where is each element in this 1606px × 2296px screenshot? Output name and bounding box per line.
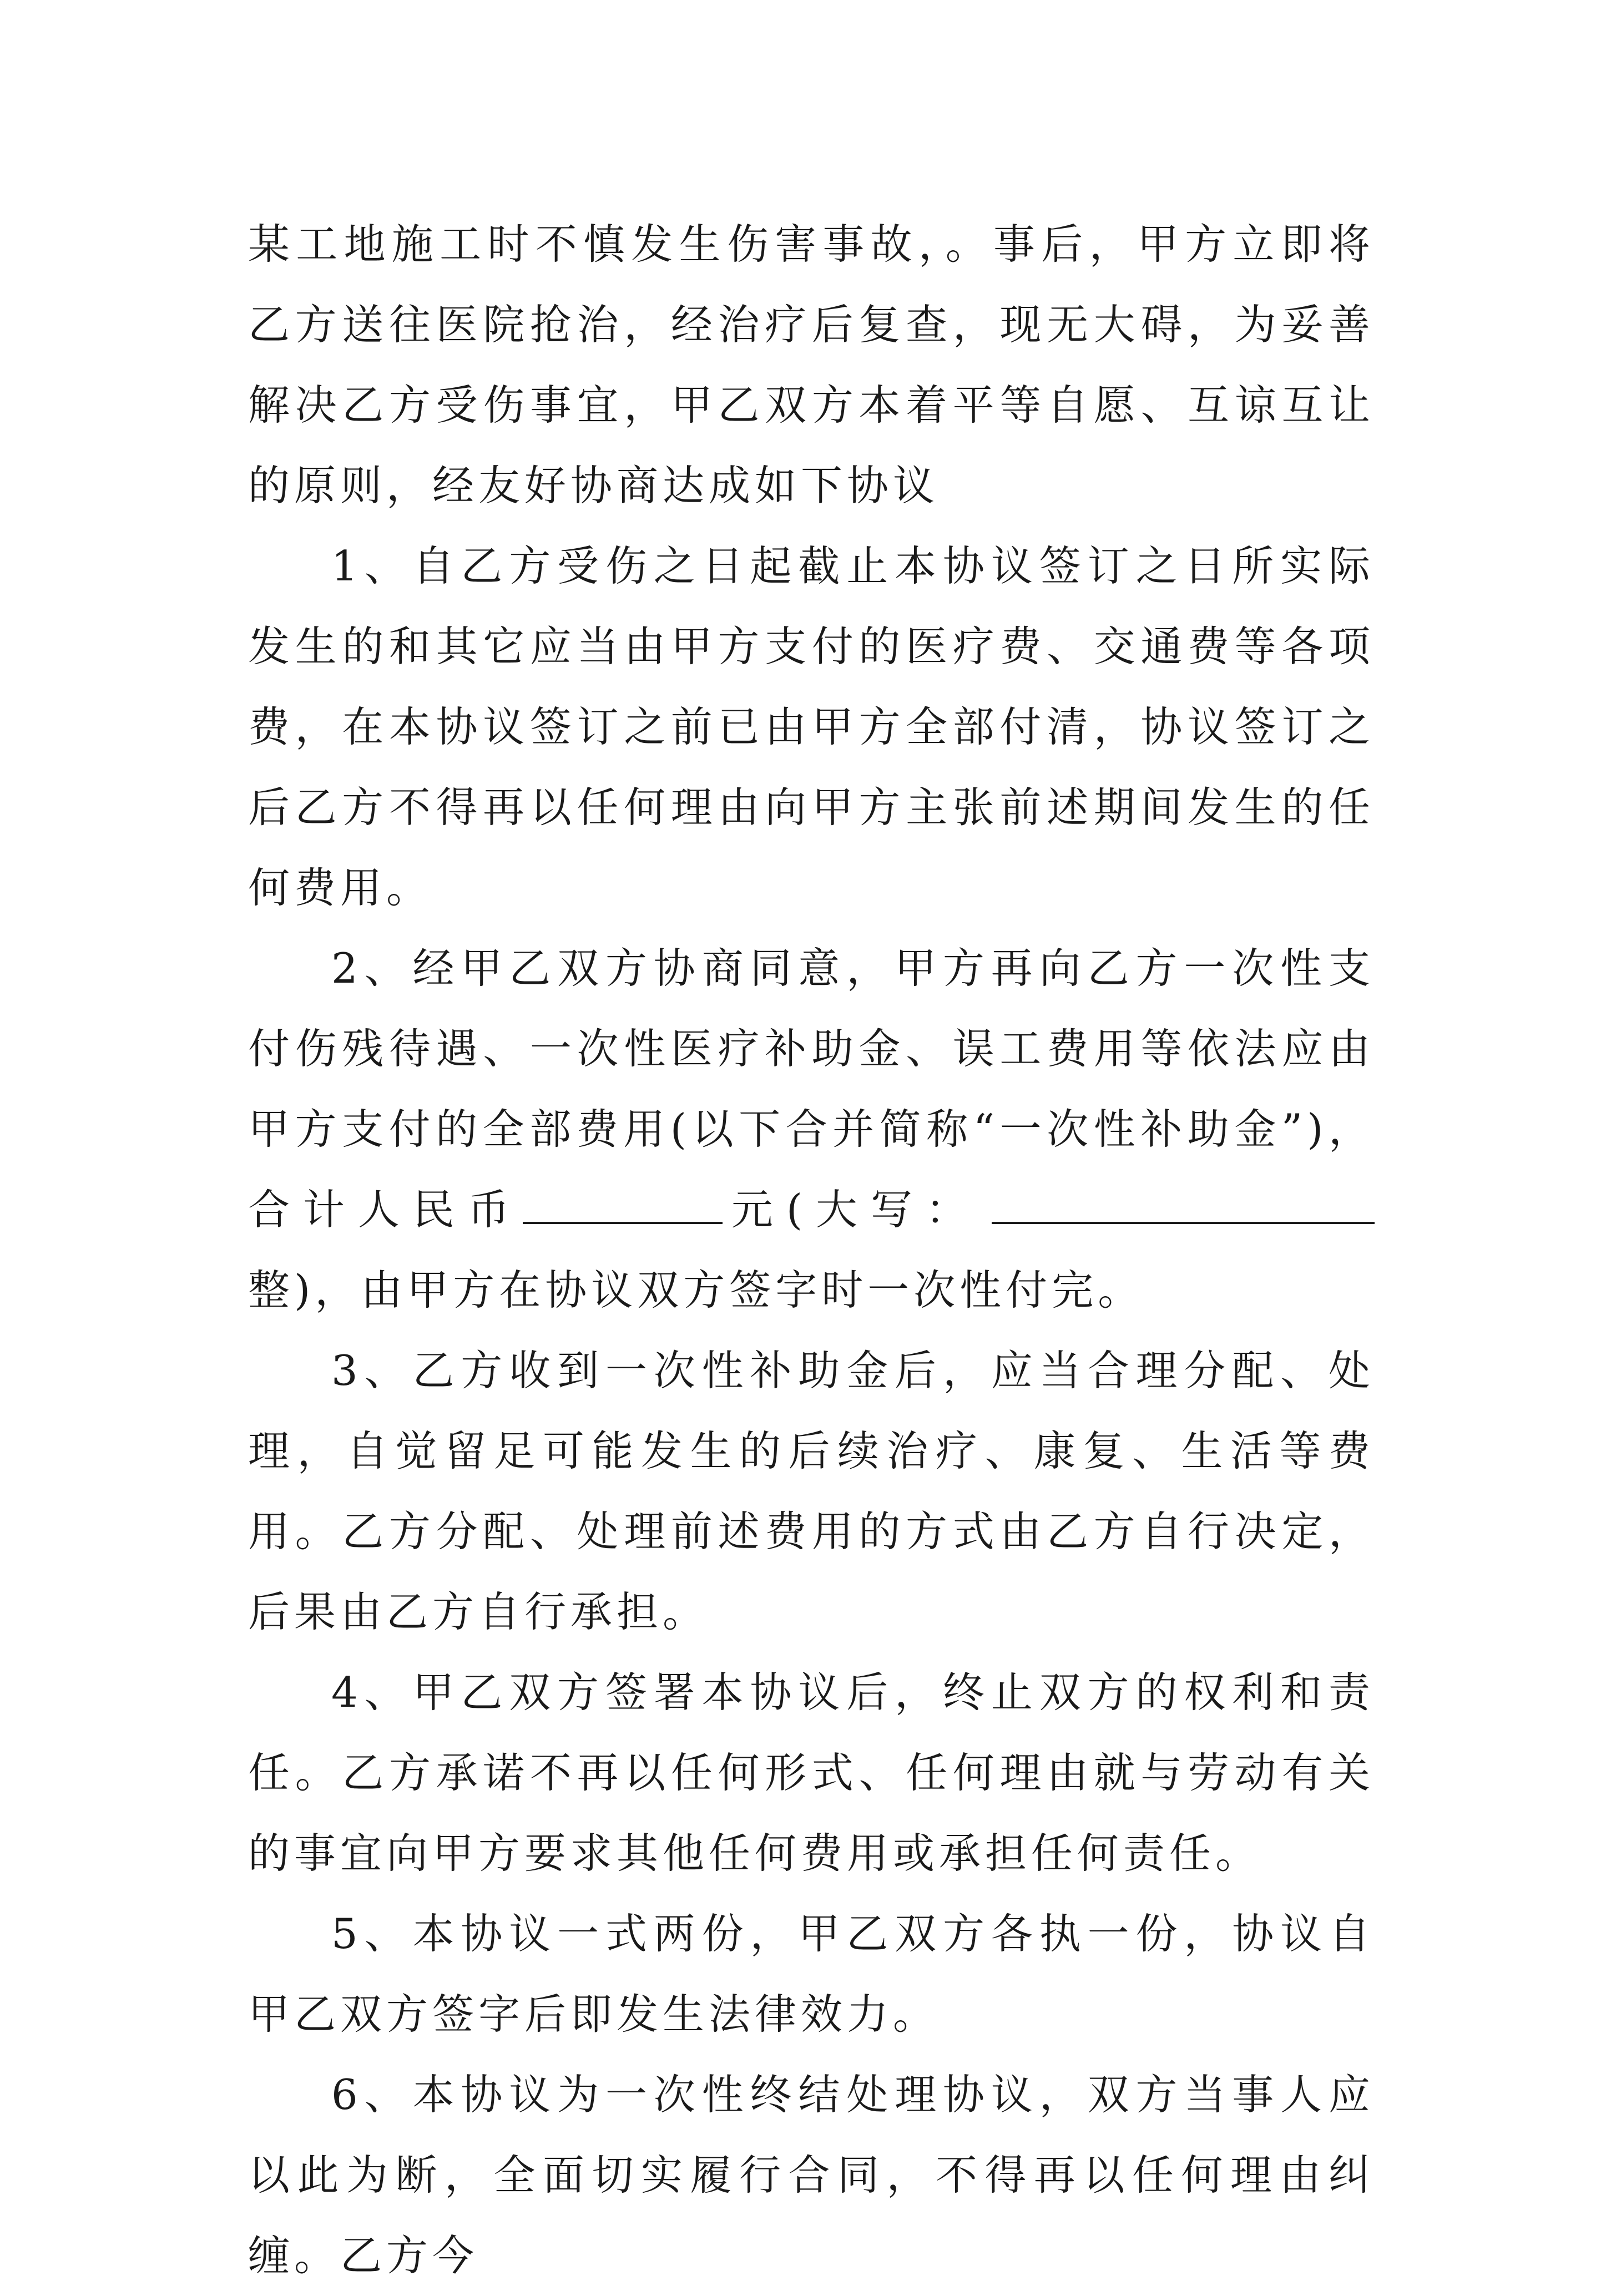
clause-5: 5、本协议一式两份，甲乙双方各执一份，协议自甲乙双方签字后即发生法律效力。 [248,1909,1375,2039]
clause-2-text-a: 2、经甲乙双方协商同意，甲方再向乙方一次性支付伤残待遇、一次性医疗补助金、误工费用等依法应由甲方支付的全部费用(以下合并简称“一次性补助金”)，合计人民币 [248,944,1375,1234]
document-body [248,204,1375,2296]
clause-2-text-b: 元(大写： [722,1185,981,1234]
clause-1: 1、自乙方受伤之日起截止本协议签订之日所实际发生的和其它应当由甲方支付的医疗费、交通费等各项费，在本协议签订之前已由甲方全部付清，协议签订之后乙方不得再以任何理由向甲方主张前述期间发生的任何费用。 [248,542,1375,912]
intro-paragraph: 某工地施工时不慎发生伤害事故，。事后，甲方立即将乙方送往医院抢治，经治疗后复查，现无大碍，为妥善解决乙方受伤事宜，甲乙双方本着平等自愿、互谅互让的原则，经友好协商达成如下协议 [248,220,1375,510]
clause-2-text-c: 整)，由甲方在协议双方签字时一次性付完。 [248,1266,1144,1314]
amount-blank-words [992,1189,1375,1224]
clause-4: 4、甲乙双方签署本协议后，终止双方的权利和责任。乙方承诺不再以任何形式、任何理由就与劳动有关的事宜向甲方要求其他任何费用或承担任何责任。 [248,1668,1375,1878]
clause-3: 3、乙方收到一次性补助金后，应当合理分配、处理，自觉留足可能发生的后续治疗、康复、生活等费用。乙方分配、处理前述费用的方式由乙方自行决定，后果由乙方自行承担。 [248,1346,1375,1636]
clause-2 [248,928,1375,1331]
amount-blank-figures [523,1189,723,1224]
clause-6: 6、本协议为一次性终结处理协议，双方当事人应以此为断，全面切实履行合同，不得再以任何理由纠缠。乙方今 [248,2070,1375,2280]
